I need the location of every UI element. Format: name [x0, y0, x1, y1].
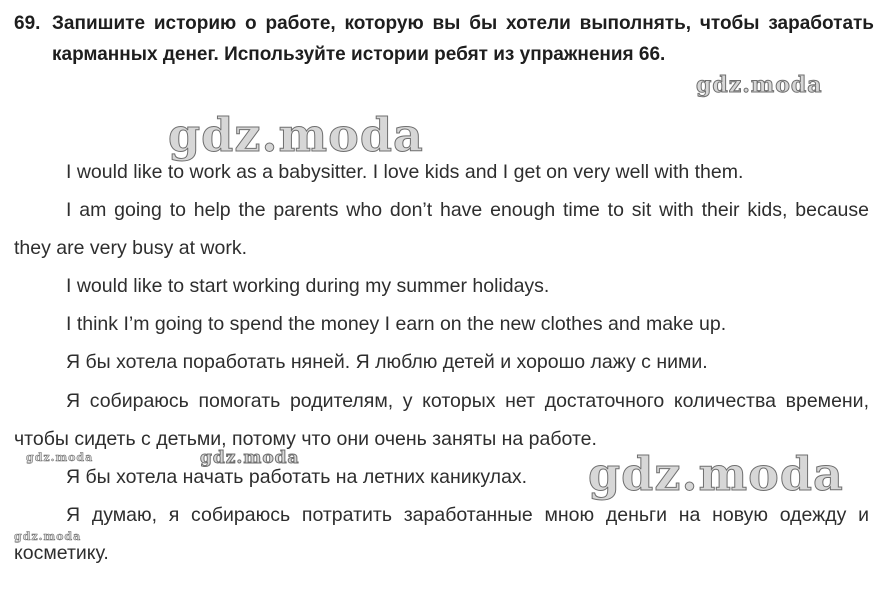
- watermark-medium: gdz.moda: [696, 72, 823, 98]
- paragraph-ru-2: Я собираюсь помогать родителям, у которых нет достаточного количества времени, чтобы сидеть с детьми, потому что они очень заняты на работе.: [14, 390, 869, 450]
- task-text: Запишите историю о работе, которую вы бы хотели выполнять, чтобы заработать карманных денег. Используйте истории ребят из упражнения 66.: [52, 13, 874, 65]
- paragraph-en-4: I think I’m going to spend the money I earn on the new clothes and make up.: [66, 313, 727, 335]
- watermark-small: gdz.moda: [26, 451, 94, 464]
- paragraph-ru-1: Я бы хотела поработать няней. Я люблю детей и хорошо лажу с ними.: [66, 351, 708, 373]
- paragraph-ru-3: Я бы хотела начать работать на летних каникулах.: [66, 466, 528, 488]
- paragraph-ru-4: Я думаю, я собираюсь потратить заработанные мною деньги на новую одежду и косметику.: [14, 504, 869, 564]
- paragraph-en-1: I would like to work as a babysitter. I love kids and I get on very well with them.: [66, 161, 744, 183]
- watermark-small: gdz.moda: [14, 530, 82, 543]
- watermark-large: gdz.moda: [588, 447, 844, 501]
- task-number: 69.: [14, 13, 41, 34]
- paragraph-en-2: I am going to help the parents who don’t have enough time to sit with their kids, because they are very busy at work.: [14, 199, 869, 259]
- paragraph-en-3: I would like to start working during my summer holidays.: [66, 275, 550, 297]
- watermark-medium: gdz.moda: [200, 448, 300, 468]
- task-heading: [14, 8, 874, 70]
- watermark-large: gdz.moda: [168, 108, 424, 162]
